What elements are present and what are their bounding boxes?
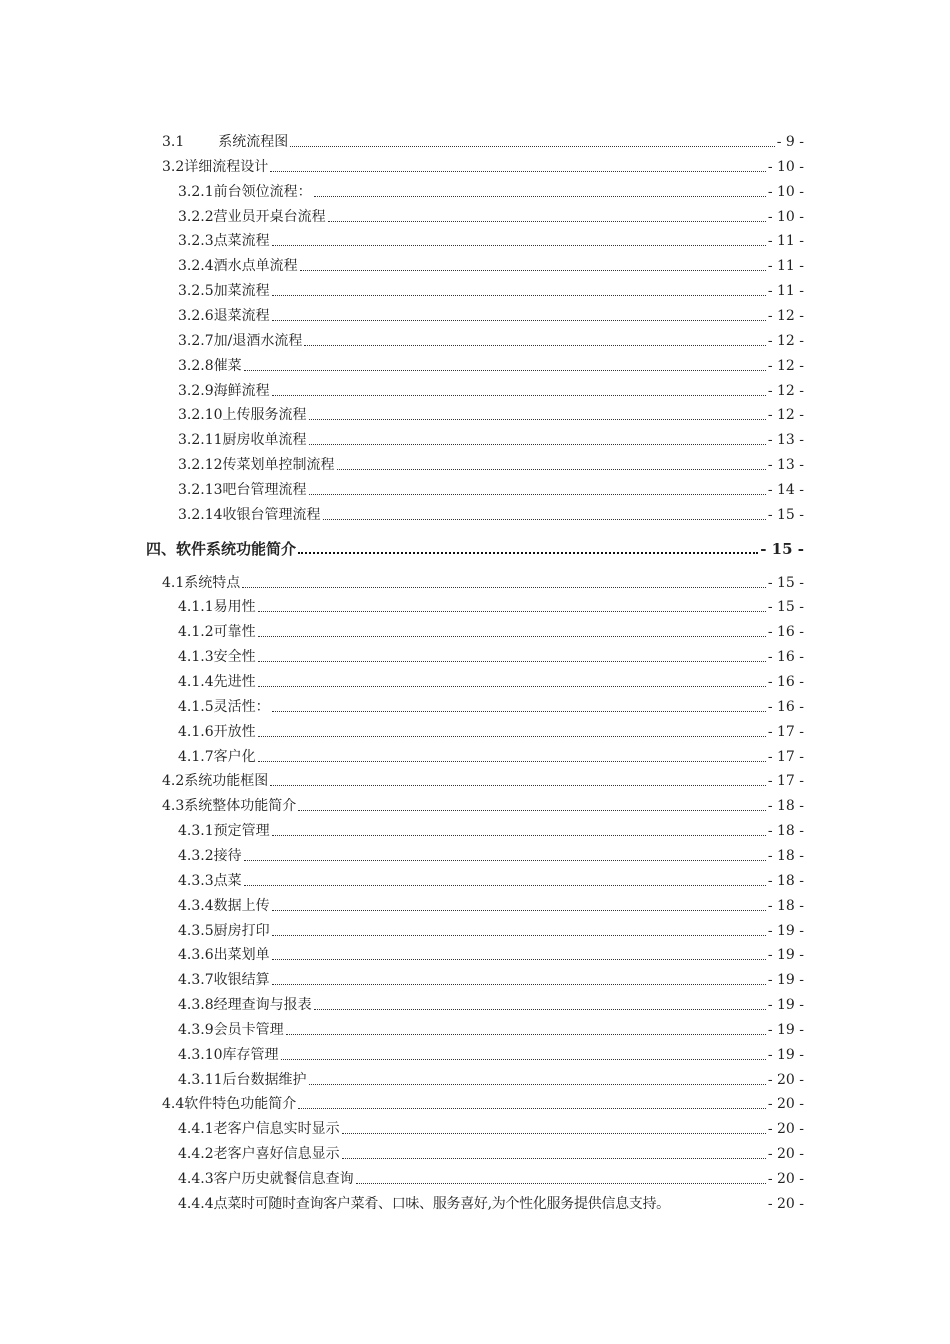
toc-entry[interactable] — [162, 1090, 804, 1112]
toc-dot-leader — [328, 220, 766, 222]
toc-dot-leader — [258, 635, 766, 637]
toc-page-number: - 19 - — [767, 922, 804, 939]
toc-page-number: - 15 - — [767, 599, 804, 616]
toc-entry[interactable] — [178, 203, 804, 225]
toc-entry[interactable] — [178, 1016, 804, 1038]
toc-entry-title: 四、软件系统功能简介 — [146, 539, 297, 558]
toc-entry-title: 预定管理 — [213, 823, 270, 840]
toc-entry-number: 4.3.5 — [178, 922, 214, 939]
toc-page-number: - 19 - — [767, 972, 804, 989]
toc-entry-title: 酒水点单流程 — [213, 258, 298, 275]
toc-entry-number: 4.3.6 — [178, 947, 214, 964]
toc-entry[interactable] — [178, 643, 804, 665]
toc-entry-title: 先进性 — [213, 674, 256, 690]
toc-entry[interactable] — [178, 252, 804, 274]
toc-entry[interactable] — [178, 917, 804, 939]
toc-dot-leader — [272, 909, 766, 911]
toc-dot-leader — [258, 660, 766, 662]
toc-entry-number: 4.3.1 — [178, 823, 214, 840]
toc-dot-leader — [270, 170, 766, 172]
toc-dot-leader — [323, 518, 766, 520]
toc-entry-title: 前台领位流程： — [213, 183, 312, 200]
toc-entry-title: 会员卡管理 — [213, 1021, 284, 1038]
toc-dot-leader — [342, 1132, 766, 1134]
toc-entry[interactable] — [178, 718, 804, 740]
toc-dot-leader — [242, 586, 766, 588]
toc-dot-leader — [337, 468, 766, 470]
toc-page-number: - 11 - — [767, 283, 804, 300]
toc-entry-number: 4.1.5 — [178, 698, 214, 715]
toc-dot-leader — [244, 859, 766, 861]
toc-dot-leader — [244, 884, 766, 886]
toc-entry-number: 4.3.2 — [178, 847, 214, 864]
toc-page-number: - 20 - — [767, 1146, 804, 1163]
toc-page-number: - 15 - — [767, 506, 804, 523]
toc-dot-leader — [258, 735, 766, 737]
toc-entry-title: 系统功能框图 — [184, 773, 269, 790]
toc-dot-leader — [309, 1083, 766, 1085]
toc-entry-number: 4.3.11 — [178, 1071, 223, 1088]
toc-entry[interactable] — [178, 352, 804, 374]
toc-entry-title: 收银结算 — [213, 972, 270, 989]
toc-entry-title: 点菜时可随时查询客户菜肴、口味、服务喜好,为个性化服务提供信息支持。 — [213, 1195, 670, 1212]
toc-entry-title: 系统特点 — [184, 574, 241, 591]
toc-entry[interactable] — [178, 277, 804, 299]
toc-entry[interactable] — [178, 941, 804, 963]
toc-page-number: - 15 - — [760, 539, 804, 558]
toc-entry-title: 系统流程图 — [218, 134, 289, 150]
toc-page-number: - 16 - — [767, 624, 804, 641]
toc-entry-title: 开放性 — [213, 723, 256, 740]
toc-entry-number: 4.1.3 — [178, 649, 214, 666]
toc-entry-title: 详细流程设计 — [184, 158, 269, 175]
toc-entry-title: 老客户喜好信息显示 — [213, 1146, 340, 1163]
toc-entry-title: 出菜划单 — [213, 947, 270, 964]
toc-entry-title: 灵活性： — [213, 698, 270, 715]
toc-entry[interactable] — [178, 1165, 804, 1187]
toc-entry[interactable] — [162, 792, 804, 814]
toc-page-number: - 9 - — [776, 134, 804, 150]
toc-entry-number: 4.4.2 — [178, 1146, 214, 1163]
toc-entry-title: 接待 — [213, 847, 242, 864]
toc-entry-number: 4.1.1 — [178, 599, 214, 616]
toc-entry-number: 4.3.9 — [178, 1021, 214, 1038]
toc-chapter-entry[interactable] — [146, 535, 804, 557]
toc-entry-number: 4.4.1 — [178, 1121, 214, 1138]
toc-entry[interactable] — [178, 991, 804, 1013]
toc-entry-number: 4.1.7 — [178, 748, 214, 765]
toc-entry[interactable] — [162, 569, 804, 591]
toc-dot-leader — [272, 294, 766, 296]
toc-entry[interactable] — [178, 1115, 804, 1137]
toc-page-number: - 18 - — [767, 823, 804, 840]
toc-dot-leader — [272, 319, 766, 321]
toc-entry[interactable] — [178, 867, 804, 889]
toc-dot-leader — [309, 493, 766, 495]
toc-entry-number: 3.2.8 — [178, 357, 214, 374]
toc-dot-leader — [356, 1182, 766, 1184]
toc-entry[interactable] — [178, 227, 804, 249]
toc-entry-number: 4.3.4 — [178, 897, 214, 914]
toc-entry-title: 上传服务流程 — [222, 407, 307, 424]
toc-entry-title: 老客户信息实时显示 — [213, 1121, 340, 1138]
toc-entry-number: 3.2.3 — [178, 233, 214, 250]
toc-dot-leader — [309, 418, 766, 420]
toc-page-number: - 20 - — [767, 1121, 804, 1138]
toc-entry-number: 4.1.6 — [178, 723, 214, 740]
toc-entry-title: 系统整体功能简介 — [184, 798, 297, 815]
toc-dot-leader — [272, 958, 766, 960]
toc-page-number: - 16 - — [767, 649, 804, 666]
toc-page-number: - 19 - — [767, 997, 804, 1014]
toc-page-number: - 18 - — [767, 872, 804, 889]
toc-dot-leader — [272, 710, 766, 712]
toc-dot-leader — [272, 834, 766, 836]
toc-entry-number: 4.3.7 — [178, 972, 214, 989]
toc-entry-title: 吧台管理流程 — [222, 481, 307, 498]
toc-entry-number: 4.3.3 — [178, 872, 214, 889]
toc-page-number: - 20 - — [767, 1195, 804, 1212]
toc-entry-title: 厨房收单流程 — [222, 432, 307, 449]
toc-entry-title: 数据上传 — [213, 897, 270, 914]
toc-page-number: - 11 - — [767, 233, 804, 250]
toc-dot-leader — [309, 443, 766, 445]
toc-entry[interactable] — [162, 767, 804, 789]
toc-entry-number: 3.2.1 — [178, 183, 214, 200]
toc-entry-number: 3.2.13 — [178, 481, 223, 498]
toc-entry-number: 3.2.9 — [178, 382, 214, 399]
toc-entry-title: 点菜 — [213, 872, 242, 889]
toc-entry-number: 4.4.4 — [178, 1195, 214, 1212]
toc-page-number: - 10 - — [767, 183, 804, 200]
toc-entry[interactable] — [178, 302, 804, 324]
toc-entry[interactable] — [162, 128, 804, 150]
toc-entry-title: 加菜流程 — [213, 283, 270, 300]
toc-entry-number: 3.2.10 — [178, 407, 223, 424]
toc-entry[interactable] — [178, 693, 804, 715]
toc-dot-leader — [244, 369, 766, 371]
toc-dot-leader — [270, 784, 766, 786]
toc-page-number: - 16 - — [767, 674, 804, 690]
toc-page-number: - 20 - — [767, 1071, 804, 1088]
toc-dot-leader — [286, 1033, 766, 1035]
toc-page-number: - 10 - — [767, 208, 804, 225]
toc-entry-title: 软件特色功能简介 — [184, 1096, 297, 1113]
toc-page-number: - 17 - — [767, 773, 804, 790]
toc-entry-title: 安全性 — [213, 649, 256, 666]
toc-page-number: - 13 - — [767, 457, 804, 474]
toc-entry[interactable] — [178, 966, 804, 988]
toc-dot-leader — [258, 610, 766, 612]
toc-entry-number: 3.2.12 — [178, 457, 223, 474]
toc-entry-title: 可靠性 — [213, 624, 256, 641]
toc-dot-leader — [258, 685, 766, 687]
toc-page-number: - 17 - — [767, 723, 804, 740]
toc-entry-title: 客户历史就餐信息查询 — [213, 1171, 354, 1187]
toc-dot-leader — [290, 145, 774, 147]
toc-page-number: - 12 - — [767, 407, 804, 424]
toc-entry-number: 4.3.8 — [178, 997, 214, 1014]
toc-entry[interactable] — [178, 476, 804, 498]
toc-entry-title: 退菜流程 — [213, 307, 270, 324]
toc-entry[interactable] — [178, 593, 804, 615]
toc-dot-leader — [258, 760, 766, 762]
toc-page-number: - 19 - — [767, 1046, 804, 1063]
toc-dot-leader — [272, 934, 766, 936]
toc-dot-leader — [304, 344, 765, 346]
toc-dot-leader — [272, 983, 766, 985]
toc-entry-title: 营业员开桌台流程 — [213, 208, 326, 225]
toc-entry[interactable] — [178, 743, 804, 765]
toc-entry[interactable] — [162, 153, 804, 175]
toc-page-number: - 17 - — [767, 748, 804, 765]
toc-page-number: - 10 - — [767, 158, 804, 175]
toc-page-number: - 14 - — [767, 481, 804, 498]
toc-dot-leader — [314, 195, 766, 197]
toc-entry-title: 催菜 — [213, 357, 242, 374]
toc-entry-number: 3.2.7 — [178, 332, 214, 349]
toc-page-number: - 18 - — [767, 897, 804, 914]
toc-entry[interactable] — [178, 668, 804, 690]
toc-entry-title: 库存管理 — [222, 1046, 279, 1063]
toc-entry-title: 厨房打印 — [213, 922, 270, 939]
toc-entry-number: 3.1 — [162, 134, 185, 150]
toc-entry-title: 点菜流程 — [213, 233, 270, 250]
toc-entry-number: 4.2 — [162, 773, 185, 790]
toc-entry[interactable] — [178, 178, 804, 200]
toc-entry-number: 3.2.2 — [178, 208, 214, 225]
toc-entry-title: 海鲜流程 — [213, 382, 270, 399]
toc-page-number: - 12 - — [767, 382, 804, 399]
toc-page-number: - 19 - — [767, 1021, 804, 1038]
toc-dot-leader — [314, 1008, 766, 1010]
toc-entry-title: 传菜划单控制流程 — [222, 457, 335, 474]
toc-dot-leader — [672, 1208, 766, 1209]
toc-entry[interactable] — [178, 1066, 804, 1088]
toc-entry[interactable] — [178, 401, 804, 423]
toc-entry-number: 3.2.6 — [178, 307, 214, 324]
toc-page-number: - 18 - — [767, 798, 804, 815]
toc-entry-number: 3.2.11 — [178, 432, 223, 449]
toc-entry[interactable] — [178, 1190, 804, 1212]
toc-entry-title: 客户化 — [213, 748, 256, 765]
toc-page-number: - 12 - — [767, 332, 804, 349]
toc-entry-title: 经理查询与报表 — [213, 997, 312, 1014]
toc-entry-title: 收银台管理流程 — [222, 506, 321, 523]
toc-dot-leader — [298, 551, 758, 554]
toc-entry[interactable] — [178, 426, 804, 448]
toc-page-number: - 11 - — [767, 258, 804, 275]
toc-entry[interactable] — [178, 842, 804, 864]
toc-entry-title: 后台数据维护 — [222, 1071, 307, 1088]
toc-dot-leader — [272, 394, 766, 396]
toc-entry-title: 易用性 — [213, 599, 256, 616]
toc-dot-leader — [272, 244, 766, 246]
toc-entry[interactable] — [178, 892, 804, 914]
toc-entry-number: 4.1 — [162, 574, 185, 591]
toc-dot-leader — [298, 809, 766, 811]
toc-entry-number: 4.3 — [162, 798, 185, 815]
toc-entry[interactable] — [178, 327, 804, 349]
toc-entry-number: 4.4 — [162, 1096, 185, 1113]
toc-entry[interactable] — [178, 501, 804, 523]
toc-entry-number: 3.2 — [162, 158, 185, 175]
toc-page-number: - 13 - — [767, 432, 804, 449]
toc-dot-leader — [342, 1157, 766, 1159]
toc-entry[interactable] — [178, 1041, 804, 1063]
toc-page-number: - 16 - — [767, 698, 804, 715]
toc-entry-number: 4.1.2 — [178, 624, 214, 641]
toc-entry-number: 3.2.14 — [178, 506, 223, 523]
toc-page-number: - 12 - — [767, 357, 804, 374]
toc-page-number: - 20 - — [767, 1171, 804, 1187]
toc-entry-number: 3.2.5 — [178, 283, 214, 300]
toc-page-number: - 19 - — [767, 947, 804, 964]
toc-page-number: - 18 - — [767, 847, 804, 864]
toc-dot-leader — [298, 1107, 766, 1109]
toc-entry-title: 加/退酒水流程 — [213, 332, 303, 349]
toc-entry-number: 4.1.4 — [178, 674, 214, 690]
toc-page-number: - 20 - — [767, 1096, 804, 1113]
toc-dot-leader — [300, 269, 766, 271]
toc-dot-leader — [281, 1058, 766, 1060]
toc-entry-number: 3.2.4 — [178, 258, 214, 275]
toc-page-number: - 12 - — [767, 307, 804, 324]
toc-entry[interactable] — [178, 451, 804, 473]
toc-page-number: - 15 - — [767, 574, 804, 591]
toc-entry[interactable] — [178, 817, 804, 839]
toc-entry[interactable] — [178, 618, 804, 640]
toc-entry[interactable] — [178, 1140, 804, 1162]
toc-entry-number: 4.4.3 — [178, 1171, 214, 1187]
toc-entry[interactable] — [178, 377, 804, 399]
toc-entry-number: 4.3.10 — [178, 1046, 223, 1063]
